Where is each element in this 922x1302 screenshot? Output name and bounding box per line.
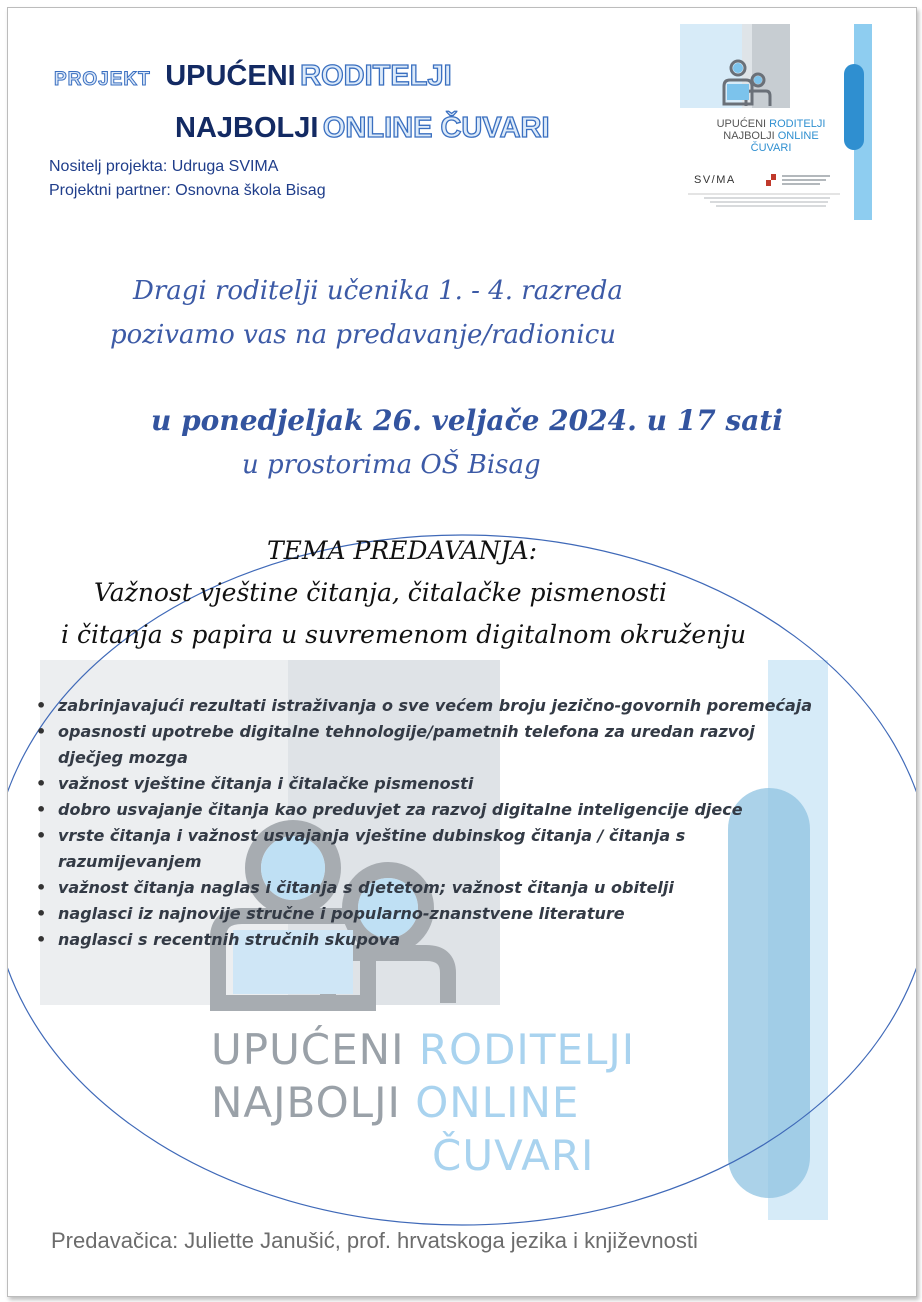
bullet-item: • naglasci s recentnih stručnih skupova [58, 927, 818, 953]
bullet-item: • naglasci iz najnovije stručne i popularno-znanstvene literature [58, 901, 818, 927]
topic-line2: i čitanja s papira u suvremenom digitalnom okruženju [61, 620, 747, 649]
logo-svima: SV/MA [694, 174, 736, 186]
logo-word-najbolji: NAJBOLJI [723, 130, 775, 142]
watermark-word-roditelji: RODITELJI [418, 1025, 636, 1074]
invite-date: u ponedjeljak 26. veljače 2024. u 17 sati [151, 404, 783, 437]
watermark-line1 [211, 1025, 635, 1074]
logo-word-online: ONLINE [777, 130, 819, 142]
bullet-item: • važnost vještine čitanja i čitalačke pismenosti [58, 771, 818, 797]
bullet-item: • opasnosti upotrebe digitalne tehnologije/pametnih telefona za uredan razvoj dječjeg mozga [58, 719, 818, 771]
watermark-word-najbolji: NAJBOLJI [211, 1078, 401, 1127]
header-title-line2 [175, 112, 550, 145]
logo-title [706, 118, 836, 154]
logo-word-roditelji: RODITELJI [769, 118, 826, 130]
header-projekt-label: PROJEKT [54, 69, 151, 90]
project-logo [680, 24, 876, 220]
logo-word-upuceni: UPUĆENI [716, 118, 767, 130]
watermark-word-upuceni: UPUĆENI [211, 1025, 405, 1074]
watermark-word-cuvari: ČUVARI [432, 1131, 595, 1180]
logo-word-cuvari: ČUVARI [750, 142, 792, 154]
watermark-line2 [211, 1078, 579, 1127]
header-word-najbolji: NAJBOLJI [175, 112, 319, 144]
watermark-word-online: ONLINE [415, 1078, 580, 1127]
invite-line2: pozivamo vas na predavanje/radionicu [110, 320, 617, 350]
topic-bullet-list [36, 693, 818, 953]
bullet-item: • dobro usvajanje čitanja kao preduvjet za razvoj digitalne inteligencije djece [58, 797, 818, 823]
header-title-line1 [54, 60, 452, 93]
header-word-upuceni: UPUĆENI [165, 60, 296, 92]
project-holder: Nositelj projekta: Udruga SVIMA [49, 158, 279, 175]
invite-place: u prostorima OŠ Bisag [242, 450, 541, 480]
header-words-online-cuvari: ONLINE ČUVARI [322, 112, 550, 144]
poster-page [7, 7, 917, 1297]
header-word-roditelji: RODITELJI [300, 60, 452, 92]
bullet-item: • zabrinjavajući rezultati istraživanja o sve većem broju jezično-govornih poremećaja [58, 693, 818, 719]
project-partner: Projektni partner: Osnovna škola Bisag [49, 182, 326, 199]
invite-line1: Dragi roditelji učenika 1. - 4. razreda [133, 276, 623, 306]
bullet-item: • vrste čitanja i važnost usvajanja vještine dubinskog čitanja / čitanja s razumijevanjem [58, 823, 818, 875]
topic-heading: TEMA PREDAVANJA: [267, 536, 538, 565]
lecturer-footer: Predavačica: Juliette Janušić, prof. hrvatskoga jezika i književnosti [51, 1228, 698, 1253]
bullet-item: • važnost čitanja naglas i čitanja s djetetom; važnost čitanja u obitelji [58, 875, 818, 901]
topic-line1: Važnost vještine čitanja, čitalačke pismenosti [94, 578, 667, 607]
